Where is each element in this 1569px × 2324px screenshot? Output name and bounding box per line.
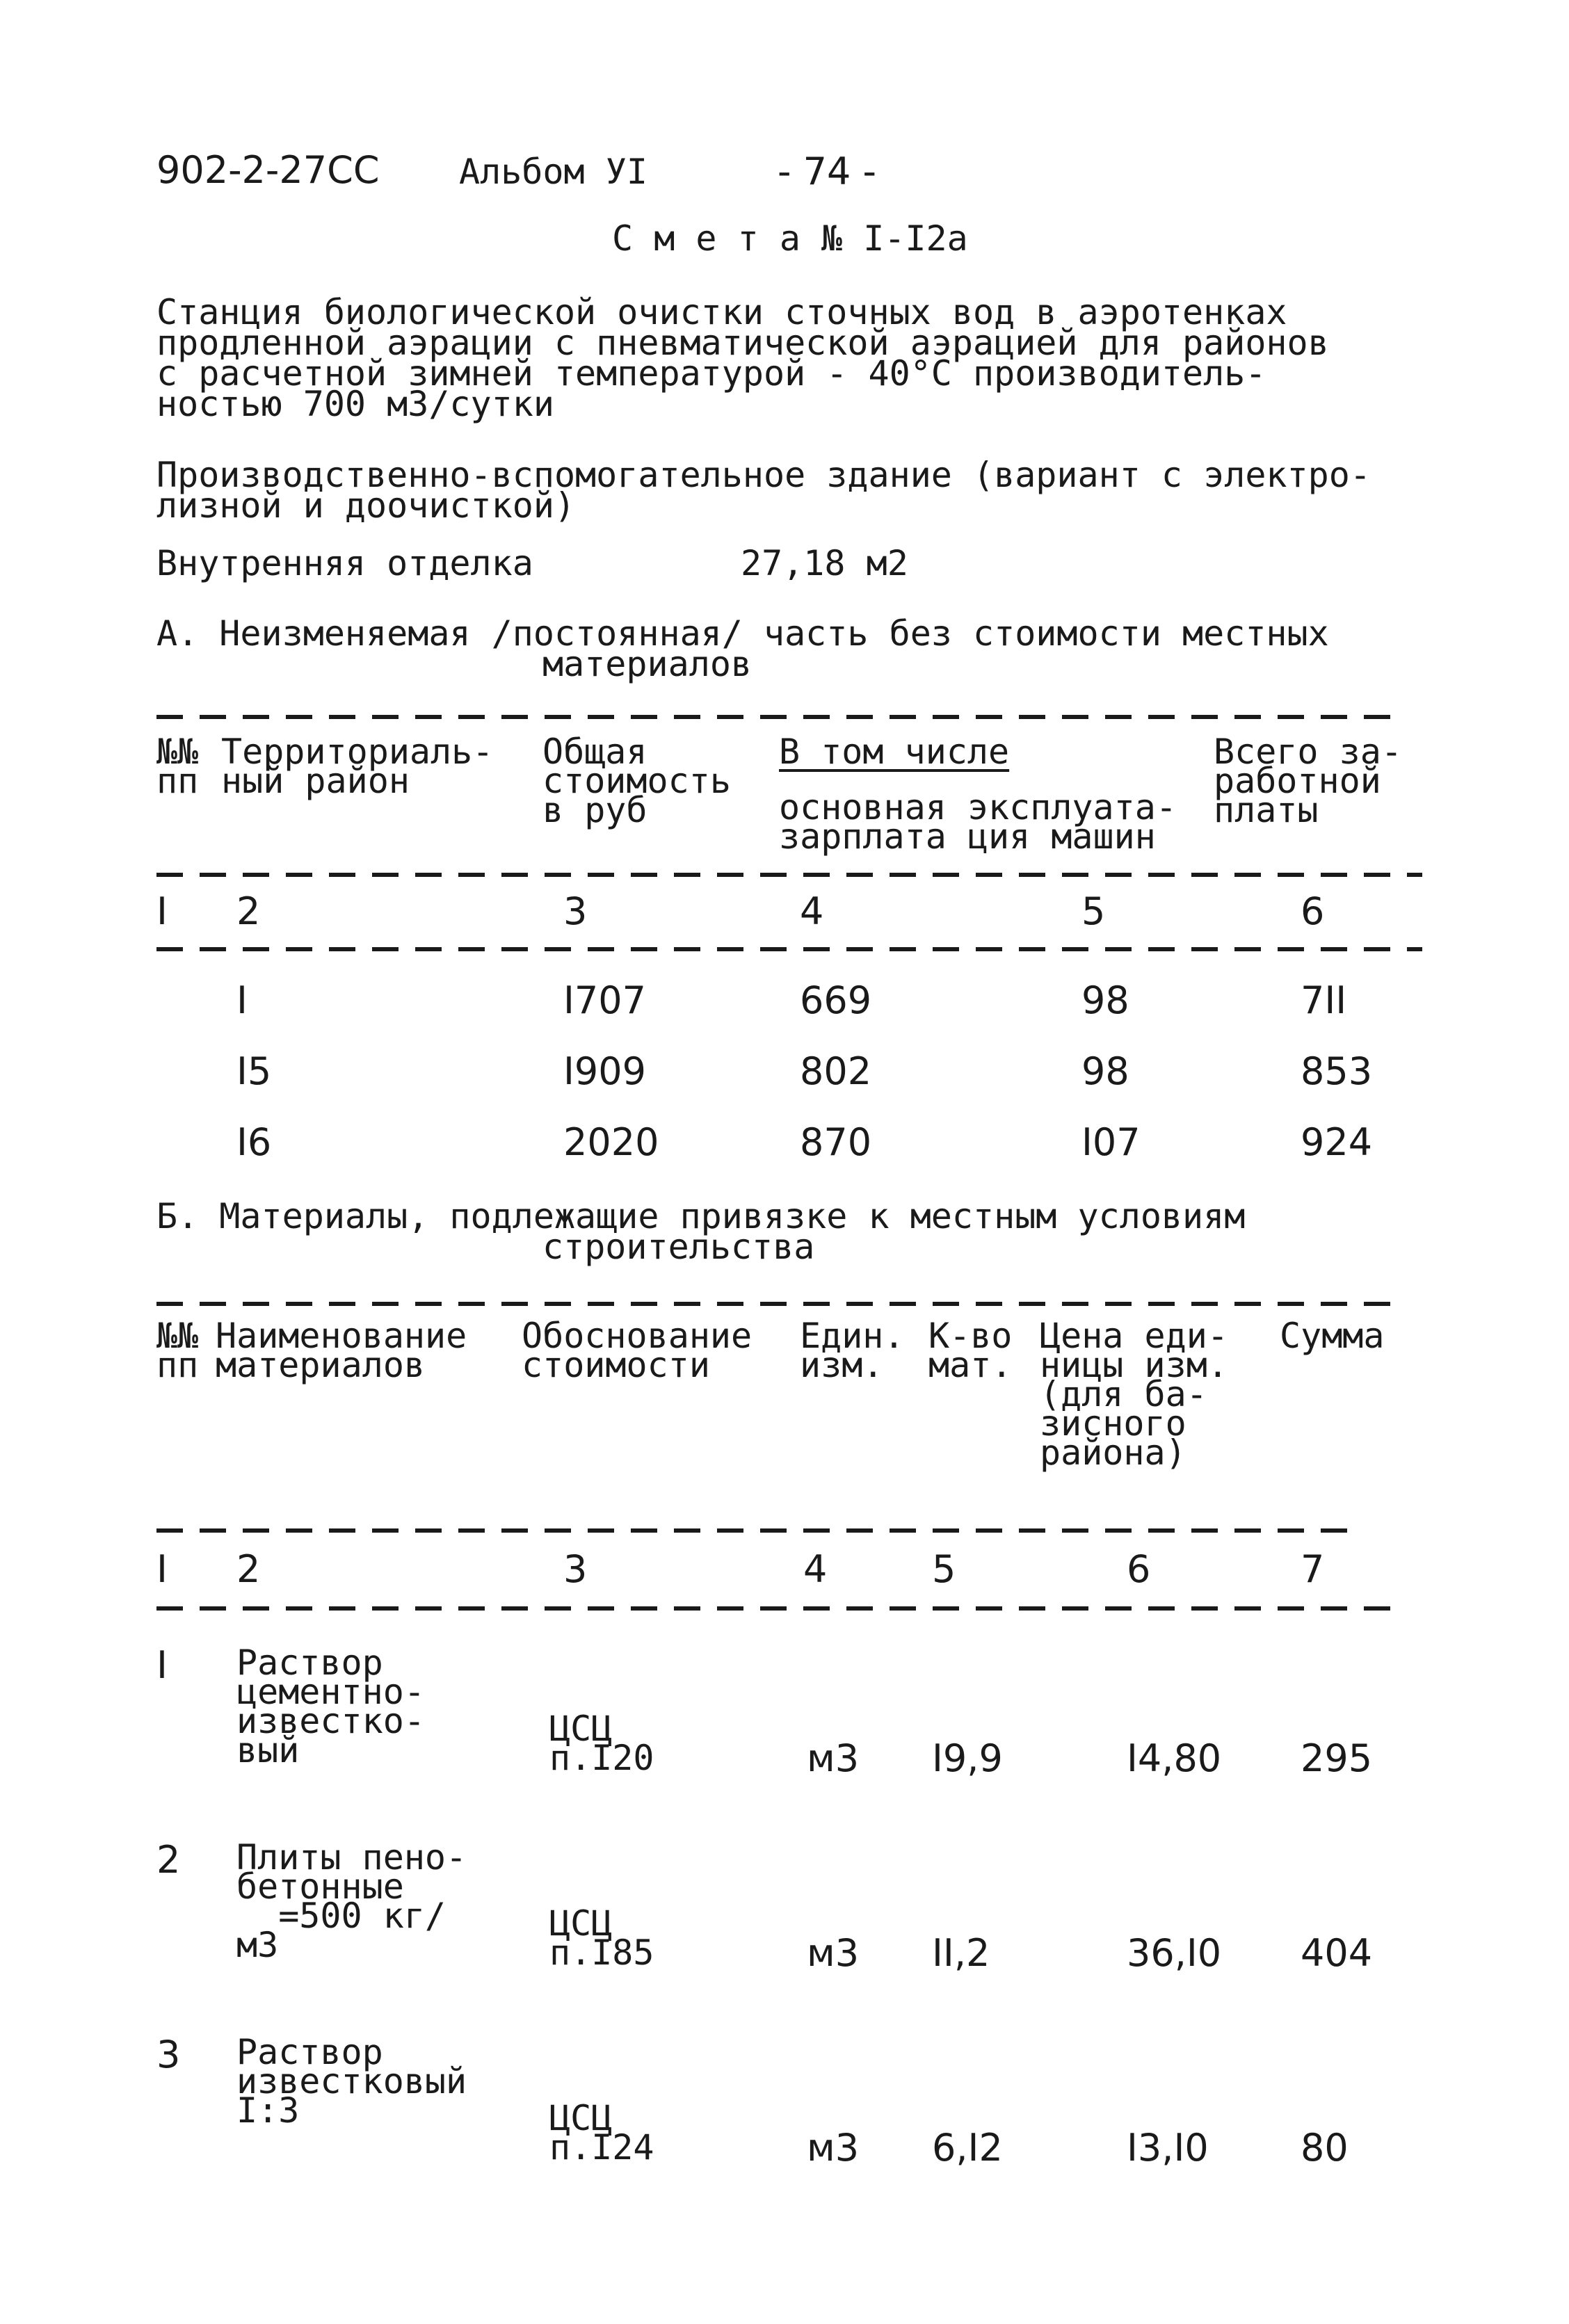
b-row3-basis: ЦСЦ п.I24 (549, 2098, 654, 2168)
b-row3-qty: 6,I2 (932, 2126, 1003, 2170)
section-b-title: Б. Материалы, подлежащие привязке к местным условиям (156, 1196, 1246, 1236)
b-row2-price: 36,I0 (1127, 1931, 1222, 1975)
b-row2-name: Плиты пено- бетонные =500 кг/ м3 (236, 1837, 467, 1965)
a-row1-wage: 669 (800, 978, 872, 1022)
section-a-title-cont: материалов (542, 644, 753, 684)
a-colnum-4: 4 (800, 889, 824, 933)
a-row1-total: I707 (563, 978, 646, 1022)
b-header-price: Цена еди- ницы изм. (для ба- зисного района) (1040, 1316, 1228, 1473)
section-a-title: А. Неизменяемая /постоянная/ часть без стоимости местных (156, 613, 1329, 654)
b-row2-unit: м3 (807, 1931, 860, 1975)
b-row1-price: I4,80 (1127, 1736, 1222, 1780)
a-header-total: Общая стоимость в руб (542, 732, 731, 830)
b-colnum-1: I (156, 1547, 168, 1591)
a-row3-region: I6 (236, 1120, 272, 1164)
a-row2-machines: 98 (1081, 1049, 1129, 1093)
b-row1-sum: 295 (1301, 1736, 1373, 1780)
b-row1-qty: I9,9 (932, 1736, 1003, 1780)
a-row3-total: 2020 (563, 1120, 659, 1164)
b-header-name: Наименование материалов (216, 1316, 467, 1385)
b-row3-num: 3 (156, 2033, 181, 2076)
description-line-4: ностью 700 м3/сутки (156, 384, 554, 424)
a-row3-wage: 870 (800, 1120, 872, 1164)
section-b-rule-top (156, 1302, 1394, 1306)
description-line-3: с расчетной зимней температурой - 40°С производитель- (156, 353, 1266, 394)
section-a-rule-top (156, 715, 1394, 719)
b-colnum-4: 4 (803, 1547, 828, 1591)
b-row1-name: Раствор цементно- известко- вый (236, 1643, 425, 1770)
a-colnum-3: 3 (563, 889, 588, 933)
a-header-region: Территориаль- ный район (221, 732, 494, 801)
b-colnum-7: 7 (1301, 1547, 1325, 1591)
a-row3-all-wage: 924 (1301, 1120, 1373, 1164)
a-colnum-2: 2 (236, 889, 261, 933)
b-row2-sum: 404 (1301, 1931, 1373, 1975)
building-line-2: лизной и доочисткой) (156, 485, 576, 526)
a-row1-all-wage: 7II (1301, 978, 1347, 1022)
page-number: - 74 - (778, 150, 877, 193)
b-row2-basis: ЦСЦ п.I85 (549, 1903, 654, 1973)
b-colnum-2: 2 (236, 1547, 261, 1591)
finishing-area: 27,18 м2 (741, 543, 908, 583)
estimate-title: С м е т а № I-I2а (612, 218, 968, 259)
a-row2-all-wage: 853 (1301, 1049, 1373, 1093)
b-row2-qty: II,2 (932, 1931, 990, 1975)
b-colnum-5: 5 (932, 1547, 956, 1591)
a-colnum-1: I (156, 889, 168, 933)
b-colnum-3: 3 (563, 1547, 588, 1591)
b-row1-num: I (156, 1643, 168, 1687)
b-row1-unit: м3 (807, 1736, 860, 1780)
album-label: Альбом УI (459, 152, 647, 192)
finishing-label: Внутренняя отделка (156, 543, 533, 583)
section-b-rule-mid (156, 1528, 1360, 1533)
section-b-rule-bottom (156, 1606, 1394, 1611)
description-line-1: Станция биологической очистки сточных вод в аэротенках (156, 292, 1287, 332)
a-row3-machines: I07 (1081, 1120, 1141, 1164)
b-row1-basis: ЦСЦ п.I20 (549, 1709, 654, 1778)
b-row3-sum: 80 (1301, 2126, 1349, 2170)
b-header-qty: К-во мат. (928, 1316, 1013, 1385)
b-header-basis: Обоснование стоимости (522, 1316, 753, 1385)
b-header-sum: Сумма (1280, 1316, 1385, 1356)
b-header-unit: Един. изм. (800, 1316, 905, 1385)
a-header-sub: основная эксплуата- зарплата ция машин (779, 787, 1177, 857)
b-colnum-6: 6 (1127, 1547, 1151, 1591)
document-code: 902-2-27СС (156, 148, 380, 192)
b-header-num: №№ пп (156, 1316, 199, 1385)
b-row3-name: Раствор известковый I:3 (236, 2032, 467, 2131)
b-row3-unit: м3 (807, 2126, 860, 2170)
b-row2-num: 2 (156, 1838, 181, 1882)
description-line-2: продленной аэрации с пневматической аэрацией для районов (156, 323, 1329, 363)
b-row3-price: I3,I0 (1127, 2126, 1209, 2170)
section-b-title-cont: строительства (542, 1227, 815, 1267)
a-colnum-6: 6 (1301, 889, 1325, 933)
a-header-num: №№ пп (156, 732, 199, 801)
a-row2-wage: 802 (800, 1049, 872, 1093)
a-header-group: В том числе (779, 732, 1010, 772)
a-row2-total: I909 (563, 1049, 646, 1093)
section-a-rule-mid (156, 873, 1422, 877)
a-colnum-5: 5 (1081, 889, 1106, 933)
a-row1-region: I (236, 978, 248, 1022)
building-line-1: Производственно-вспомогательное здание (вариант с электро- (156, 455, 1371, 495)
a-row1-machines: 98 (1081, 978, 1129, 1022)
section-a-rule-bottom (156, 947, 1422, 951)
a-row2-region: I5 (236, 1049, 272, 1093)
a-header-all-wage: Всего за- работной платы (1214, 732, 1402, 830)
